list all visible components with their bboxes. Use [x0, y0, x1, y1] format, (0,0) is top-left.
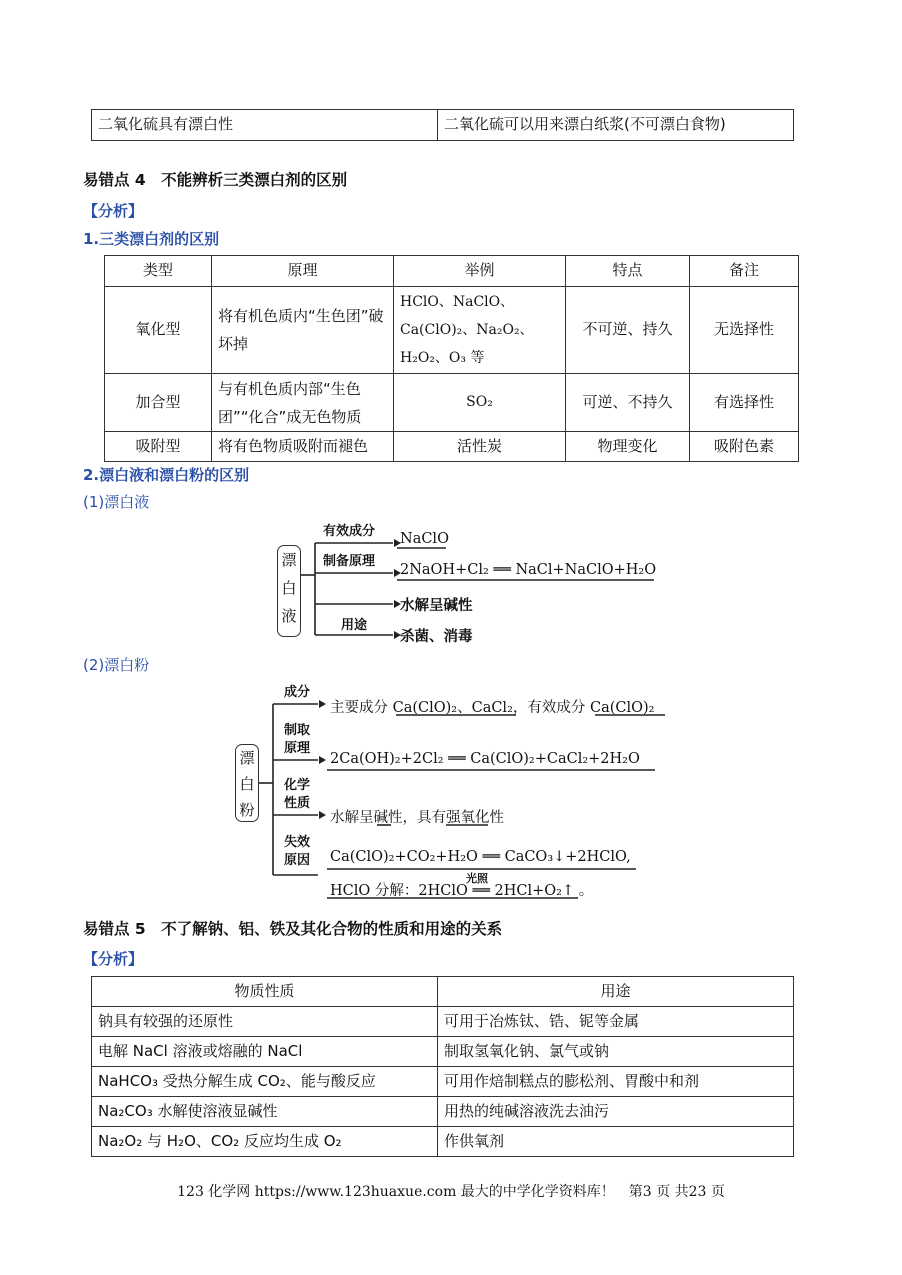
section4-analysis: 【分析】: [83, 202, 144, 220]
cell-type: 吸附型: [105, 432, 212, 462]
liquid-label: 制备原理: [323, 554, 376, 569]
th-property: 物质性质: [92, 977, 438, 1007]
cell-property: 电解 NaCl 溶液或熔融的 NaCl: [92, 1037, 438, 1067]
box-char: 漂: [239, 749, 255, 767]
box-char: 粉: [239, 801, 255, 819]
cell-property: 钠具有较强的还原性: [92, 1007, 438, 1037]
powder-label: 性质: [284, 796, 311, 811]
cell-feature: 物理变化: [566, 432, 690, 462]
powder-label: 原因: [284, 853, 311, 868]
powder-label: 制取: [284, 723, 311, 738]
cell-example: 活性炭: [394, 432, 566, 462]
powder-item: 2Ca(OH)₂+2Cl₂ ══ Ca(ClO)₂+CaCl₂+2H₂O: [330, 751, 640, 767]
cell-principle: 与有机色质内部“生色团”“化合”成无色物质: [212, 374, 394, 432]
cell-feature: 不可逆、持久: [566, 287, 690, 374]
th-principle: 原理: [212, 256, 394, 287]
section5-title: 易错点 5 不了解钠、铝、铁及其化合物的性质和用途的关系: [83, 920, 503, 938]
table-row: [92, 1097, 794, 1127]
example-line: H₂O₂、O₃ 等: [400, 350, 485, 366]
section5-analysis: 【分析】: [83, 950, 144, 968]
powder-label: 成分: [284, 685, 311, 700]
powder-label: 原理: [284, 741, 311, 756]
cell-note: 有选择性: [690, 374, 799, 432]
powder-label: 化学: [284, 778, 311, 793]
th-usage: 用途: [438, 977, 794, 1007]
powder-item: HClO 分解：2HClO ══ 2HCl+O₂↑ 。: [330, 883, 594, 899]
box-char: 漂: [281, 551, 297, 569]
cell-feature: 可逆、不持久: [566, 374, 690, 432]
section4-sub1: 1.三类漂白剂的区别: [83, 230, 220, 248]
cell-property: Na₂CO₃ 水解使溶液显碱性: [92, 1097, 438, 1127]
cell-usage: 制取氢氧化钠、氯气或钠: [438, 1037, 794, 1067]
powder-item: 主要成分 Ca(ClO)₂、CaCl₂，有效成分 Ca(ClO)₂: [330, 700, 655, 716]
table-row: [92, 1037, 794, 1067]
liquid-item: 水解呈碱性: [400, 597, 473, 614]
section4-sub2: 2.漂白液和漂白粉的区别: [83, 466, 250, 484]
top-table-right: 二氧化硫可以用来漂白纸浆(不可漂白食物): [438, 110, 794, 141]
th-note: 备注: [690, 256, 799, 287]
top-table-left: 二氧化硫具有漂白性: [92, 110, 438, 141]
table-row: [92, 1067, 794, 1097]
liquid-item: 2NaOH+Cl₂ ══ NaCl+NaClO+H₂O: [400, 562, 657, 578]
cell-type: 加合型: [105, 374, 212, 432]
liquid-label: 有效成分: [323, 524, 376, 539]
cell-note: 吸附色素: [690, 432, 799, 462]
box-char: 白: [239, 775, 255, 793]
powder-label: 失效: [284, 835, 311, 850]
page-footer: 123 化学网 https://www.123huaxue.com 最大的中学化学资料库！ 第3 页 共23 页: [177, 1184, 725, 1200]
powder-box: [235, 744, 259, 822]
cell-usage: 作供氧剂: [438, 1127, 794, 1157]
table-row: [92, 1127, 794, 1157]
example-line: HClO、NaClO、: [400, 294, 515, 310]
th-feature: 特点: [566, 256, 690, 287]
box-char: 白: [281, 579, 297, 597]
example-line: Ca(ClO)₂、Na₂O₂、: [400, 322, 534, 338]
cell-example: SO₂: [394, 374, 566, 432]
table-row: [92, 1007, 794, 1037]
liquid-item: 杀菌、消毒: [400, 628, 473, 645]
section4-title: 易错点 4 不能辨析三类漂白剂的区别: [83, 171, 348, 189]
powder-item: 水解呈碱性，具有强氧化性: [330, 810, 504, 826]
powder-title: (2)漂白粉: [83, 656, 150, 674]
cell-type: 氧化型: [105, 287, 212, 374]
cell-usage: 用热的纯碱溶液洗去油污: [438, 1097, 794, 1127]
liquid-label: 用途: [341, 618, 368, 633]
cell-usage: 可用于冶炼钛、锆、铌等金属: [438, 1007, 794, 1037]
cell-principle: 将有色物质吸附而褪色: [212, 432, 394, 462]
th-type: 类型: [105, 256, 212, 287]
th-example: 举例: [394, 256, 566, 287]
box-char: 液: [281, 607, 297, 625]
light-label: 光照: [466, 872, 488, 885]
cell-usage: 可用作焙制糕点的膨松剂、胃酸中和剂: [438, 1067, 794, 1097]
cell-principle: 将有机色质内“生色团”破坏掉: [212, 287, 394, 374]
cell-property: NaHCO₃ 受热分解生成 CO₂、能与酸反应: [92, 1067, 438, 1097]
properties-table: [91, 976, 794, 1157]
cell-note: 无选择性: [690, 287, 799, 374]
liquid-item: NaClO: [400, 531, 449, 547]
cell-property: Na₂O₂ 与 H₂O、CO₂ 反应均生成 O₂: [92, 1127, 438, 1157]
liquid-title: (1)漂白液: [83, 493, 150, 511]
powder-item: Ca(ClO)₂+CO₂+H₂O ══ CaCO₃↓+2HClO,: [330, 849, 631, 865]
